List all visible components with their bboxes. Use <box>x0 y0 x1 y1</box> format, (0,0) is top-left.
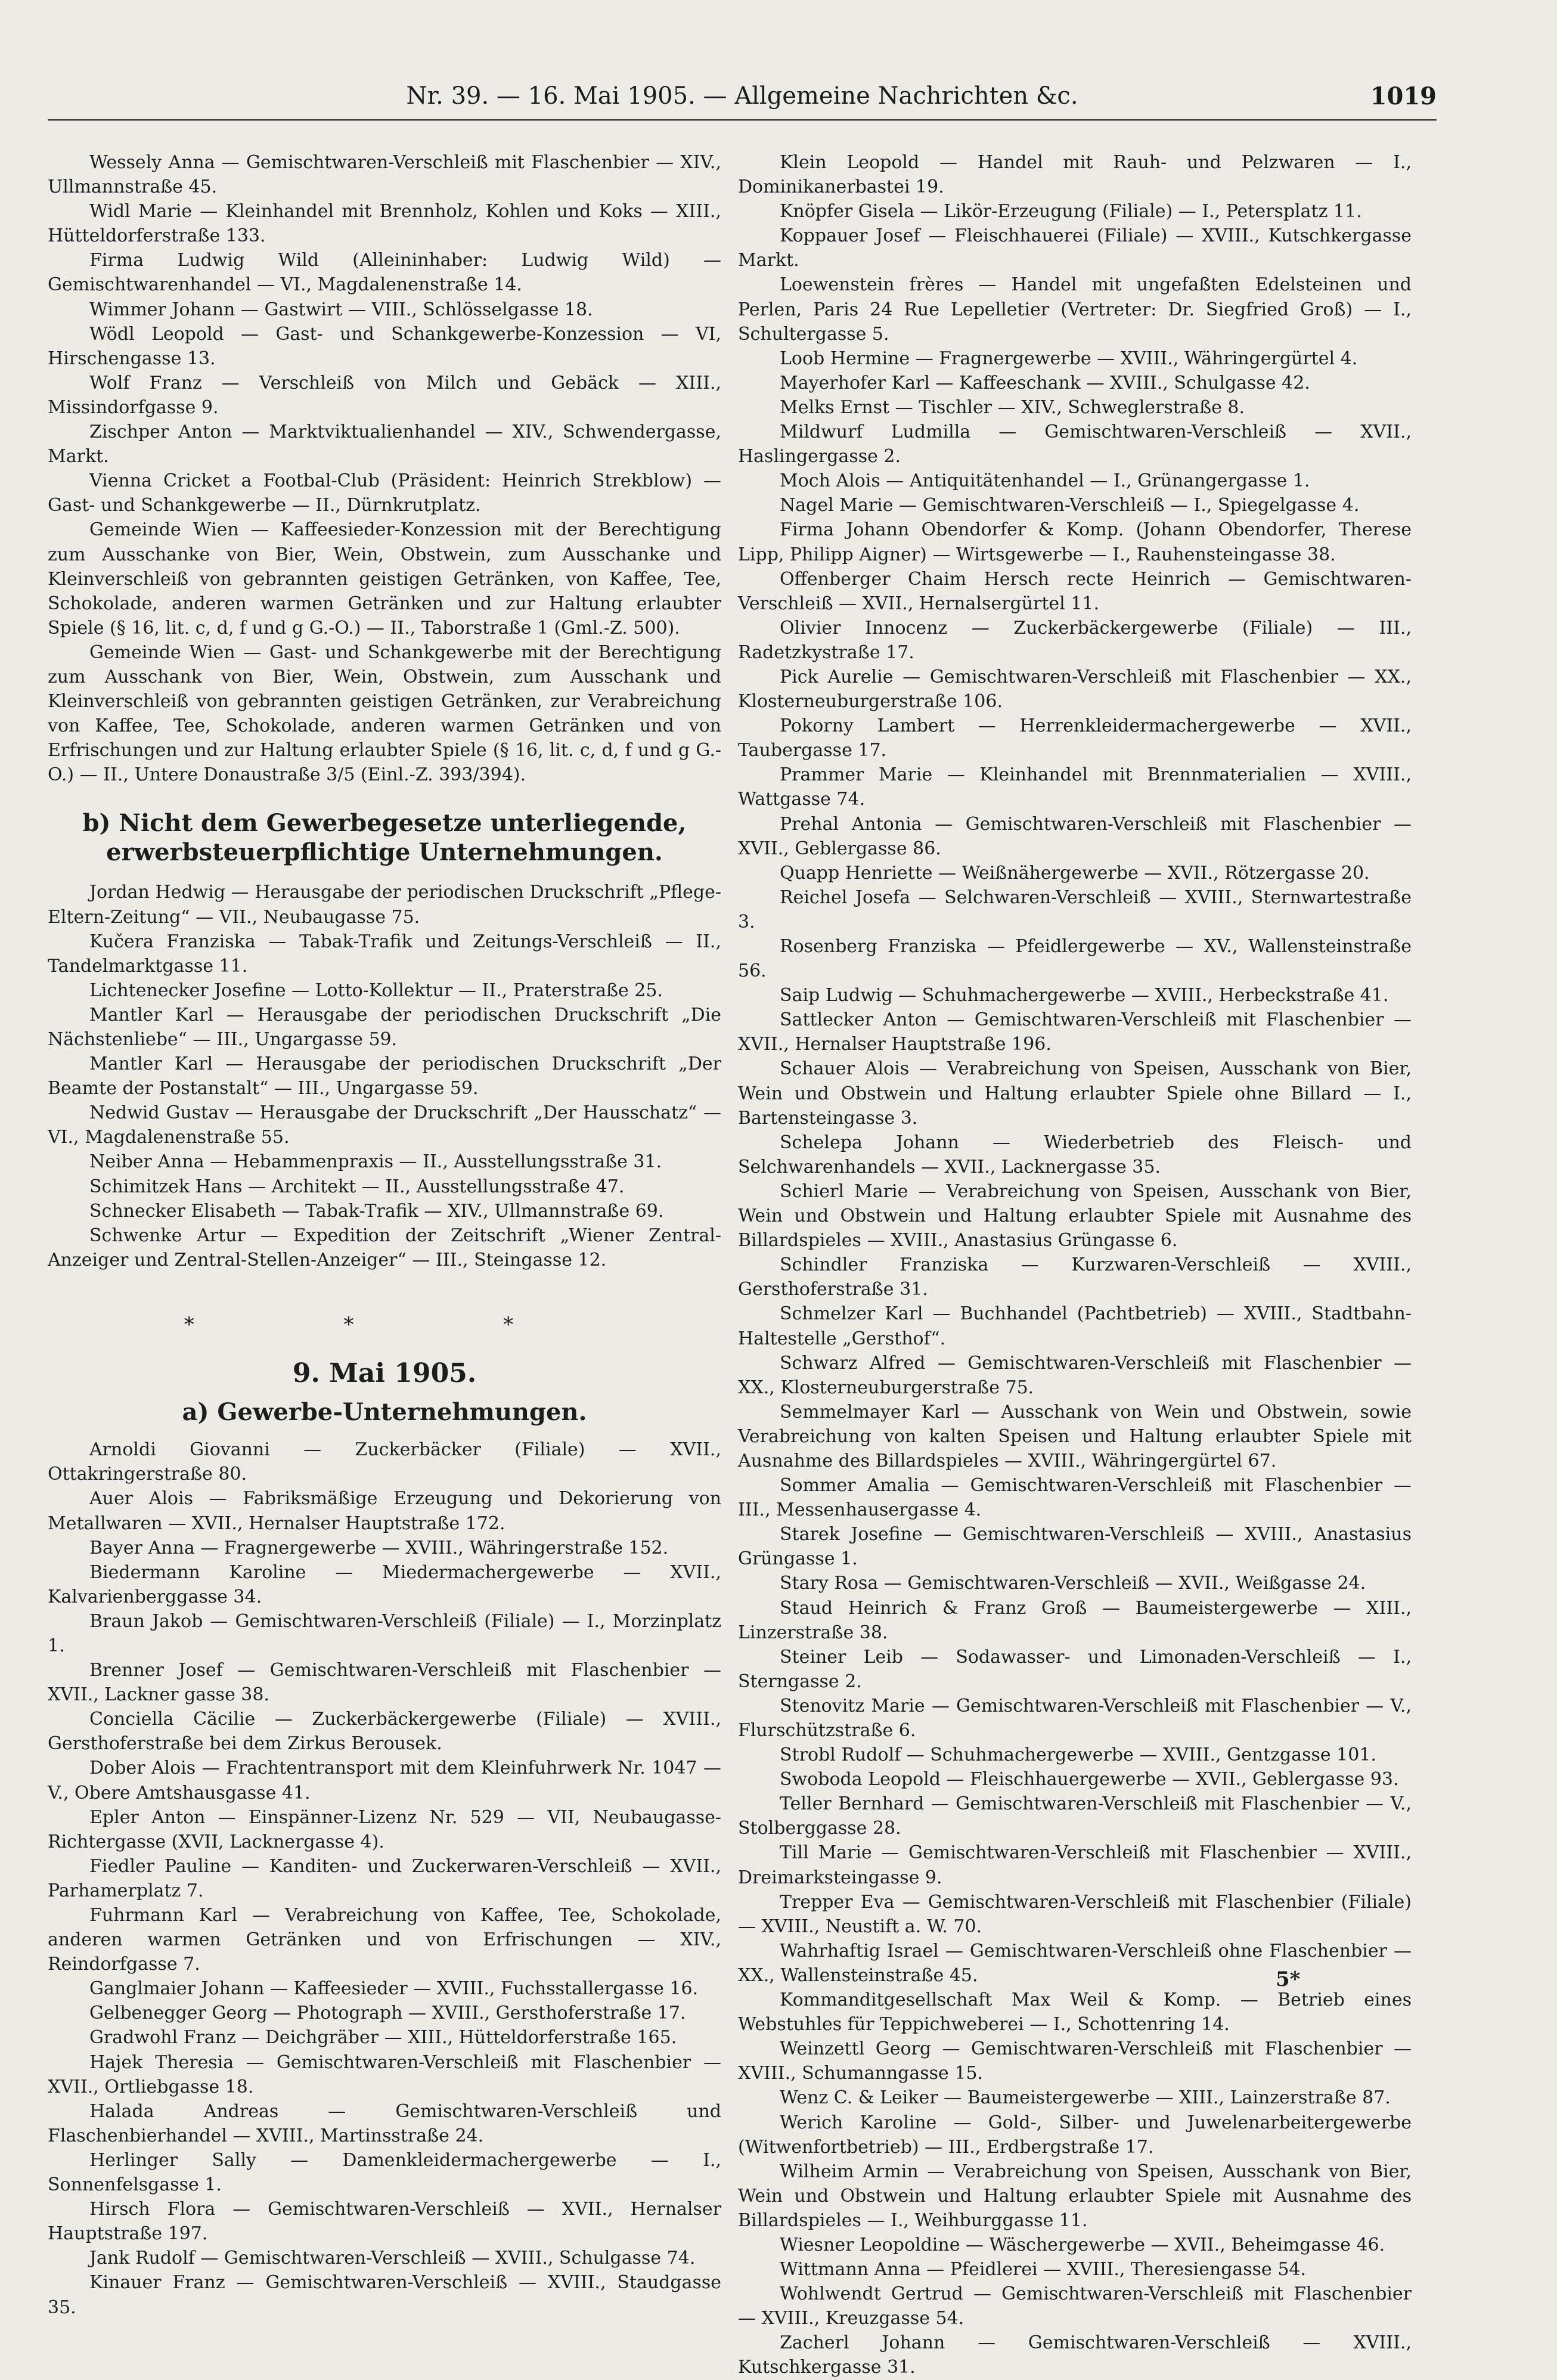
list-entry: Wenz C. & Leiker — Baumeistergewerbe — XIII., Lainzerstraße 87. <box>780 2087 1391 2109</box>
list-entry: Schwenke Artur — Expedition der Zeitschrift „Wiener Zentral-Anzeiger und Zentral-Stellen-Anzeiger“ — III., Steingasse 12. <box>48 1225 721 1270</box>
list-entry: Firma Johann Obendorfer & Komp. (Johann Obendorfer, Therese Lipp, Philipp Aigner) — Wirtsgewerbe — I., Rauhensteingasse 38. <box>738 519 1412 565</box>
list-entry: Melks Ernst — Tischler — XIV., Schweglerstraße 8. <box>780 396 1245 418</box>
list-entry: Mantler Karl — Herausgabe der periodischen Druckschrift „Der Beamte der Postanstalt“ — III., Ungargasse 59. <box>48 1053 721 1099</box>
list-entry: Semmelmayer Karl — Ausschank von Wein und Obstwein, sowie Verabreichung von kalten Speisen und Haltung erlaubter Spiele mit Ausnahme des Billardspieles — XVIII., Währingergürtel 67. <box>738 1401 1412 1471</box>
list-entry: Dober Alois — Frachtentransport mit dem Kleinfuhrwerk Nr. 1047 — V., Obere Amtshausgasse 41. <box>48 1758 721 1803</box>
list-entry: Wilheim Armin — Verabreichung von Speisen, Ausschank von Bier, Wein und Obstwein und Haltung erlaubter Spiele mit Ausnahme des Billardspieles — I., Weihburggasse 11. <box>738 2161 1412 2231</box>
list-entry: Fiedler Pauline — Kanditen- und Zuckerwaren-Verschleiß — XVII., Parhamerplatz 7. <box>48 1855 721 1901</box>
list-entry: Loob Hermine — Fragnergewerbe — XVIII., Währingergürtel 4. <box>780 348 1358 369</box>
list-entry: Nedwid Gustav — Herausgabe der Druckschrift „Der Hausschatz“ — VI., Magdalenenstraße 55. <box>48 1102 721 1148</box>
list-entry: Olivier Innocenz — Zuckerbäckergewerbe (Filiale) — III., Radetzkystraße 17. <box>738 617 1412 663</box>
list-entry: Schauer Alois — Verabreichung von Speisen, Ausschank von Bier, Wein und Obstwein und Haltung erlaubter Spiele ohne Billard — I., Bartensteingasse 3. <box>738 1058 1412 1129</box>
list-entry: Schimitzek Hans — Architekt — II., Ausstellungsstraße 47. <box>89 1176 625 1197</box>
list-entry: Staud Heinrich & Franz Groß — Baumeistergewerbe — XIII., Linzerstraße 38. <box>738 1597 1412 1643</box>
list-entry: Hajek Theresia — Gemischtwaren-Verschleiß mit Flaschenbier — XVII., Ortliebgasse 18. <box>48 2051 721 2097</box>
list-entry: Schelepa Johann — Wiederbetrieb des Fleisch- und Selchwarenhandels — XVII., Lacknergasse 35. <box>738 1132 1412 1177</box>
list-entry: Widl Marie — Kleinhandel mit Brennholz, Kohlen und Koks — XIII., Hütteldorferstraße 133. <box>48 201 721 247</box>
list-entry: Trepper Eva — Gemischtwaren-Verschleiß mit Flaschenbier (Filiale) — XVIII., Neustift a. W. 70. <box>738 1891 1412 1937</box>
list-entry: Jank Rudolf — Gemischtwaren-Verschleiß — XVIII., Schulgasse 74. <box>89 2248 696 2269</box>
list-entry: Schierl Marie — Verabreichung von Speisen, Ausschank von Bier, Wein und Obstwein und Haltung erlaubter Spiele mit Ausnahme des Billardspieles — XVIII., Anastasius Grüngasse 6. <box>738 1180 1412 1251</box>
list-entry: Kommanditgesellschaft Max Weil & Komp. — Betrieb eines Webstuhles für Teppichweberei — I., Schottenring 14. <box>738 1989 1412 2035</box>
list-entry: Gemeinde Wien — Kaffeesieder-Konzession mit der Berechtigung zum Ausschanke von Bier, Wein, Obstwein, zum Ausschanke und Kleinverschleiß von gebrannten geistigen Getränken, von Kaffee, Tee, Schokolade, anderen warmen Getränken und zur Haltung erlaubter Spiele (§ 16, lit. c, d, f und g G.-O.) — II., Taborstraße 1 (Gml.-Z. 500). <box>48 519 721 639</box>
list-entry: Schmelzer Karl — Buchhandel (Pachtbetrieb) — XVIII., Stadtbahn-Haltestelle „Gersthof“. <box>738 1303 1412 1349</box>
list-entry: Nagel Marie — Gemischtwaren-Verschleiß — I., Spiegelgasse 4. <box>780 495 1360 516</box>
list-entry: Saip Ludwig — Schuhmachergewerbe — XVIII., Herbeckstraße 41. <box>780 985 1389 1006</box>
section-heading-a: a) Gewerbe-Unternehmungen. <box>182 1398 587 1427</box>
list-entry: Schnecker Elisabeth — Tabak-Trafik — XIV., Ullmannstraße 69. <box>89 1200 664 1222</box>
list-entry: Wohlwendt Gertrud — Gemischtwaren-Verschleiß mit Flaschenbier — XVIII., Kreuzgasse 54. <box>738 2283 1412 2329</box>
list-entry: Fuhrmann Karl — Verabreichung von Kaffee, Tee, Schokolade, anderen warmen Getränken und von Erfrischungen — XIV., Reindorfgasse 7. <box>48 1905 721 1975</box>
list-entry: Epler Anton — Einspänner-Lizenz Nr. 529 — VII, Neubaugasse-Richtergasse (XVII, Lacknergasse 4). <box>48 1806 721 1852</box>
list-entry: Ganglmaier Johann — Kaffeesieder — XVIII., Fuchsstallergasse 16. <box>89 1978 699 2000</box>
list-entry: Loewenstein frères — Handel mit ungefaßten Edelsteinen und Perlen, Paris 24 Rue Lepelletier (Vertreter: Dr. Siegfried Groß) — I., Schultergasse 5. <box>738 274 1412 345</box>
list-entry: Wahrhaftig Israel — Gemischtwaren-Verschleiß ohne Flaschenbier — XX., Wallensteinstraße 45. <box>738 1940 1412 1986</box>
list-entry: Starek Josefine — Gemischtwaren-Verschleiß — XVIII., Anastasius Grüngasse 1. <box>738 1524 1412 1570</box>
list-entry: Pick Aurelie — Gemischtwaren-Verschleiß mit Flaschenbier — XX., Klosterneuburgerstraße 106. <box>738 666 1412 712</box>
list-entry: Lichtenecker Josefine — Lotto-Kollektur — II., Praterstraße 25. <box>89 980 663 1001</box>
list-entry: Wittmann Anna — Pfeidlerei — XVIII., Theresiengasse 54. <box>780 2259 1307 2280</box>
list-entry: Knöpfer Gisela — Likör-Erzeugung (Filiale) — I., Petersplatz 11. <box>780 201 1362 222</box>
list-entry: Teller Bernhard — Gemischtwaren-Verschleiß mit Flaschenbier — V., Stolberggasse 28. <box>738 1793 1412 1839</box>
section-separator: * * * <box>184 1312 585 1337</box>
list-entry: Rosenberg Franziska — Pfeidlergewerbe — XV., Wallensteinstraße 56. <box>738 936 1412 982</box>
list-entry: Moch Alois — Antiquitätenhandel — I., Grünangergasse 1. <box>780 470 1310 492</box>
list-entry: Halada Andreas — Gemischtwaren-Verschleiß und Flaschenbierhandel — XVIII., Martinsstraße 24. <box>48 2100 721 2146</box>
list-entry: Mayerhofer Karl — Kaffeeschank — XVIII., Schulgasse 42. <box>780 372 1310 393</box>
list-entry: Bayer Anna — Fragnergewerbe — XVIII., Währingerstraße 152. <box>89 1537 669 1558</box>
list-entry: Prehal Antonia — Gemischtwaren-Verschleiß mit Flaschenbier — XVII., Geblergasse 86. <box>738 813 1412 859</box>
list-entry: Zischper Anton — Marktviktualienhandel — XIV., Schwendergasse, Markt. <box>48 422 721 467</box>
list-entry: Koppauer Josef — Fleischhauerei (Filiale) — XVIII., Kutschkergasse Markt. <box>738 225 1412 271</box>
list-entry: Vienna Cricket a Footbal-Club (Präsident: Heinrich Strekblow) — Gast- und Schankgewerbe — II., Dürnkrutplatz. <box>48 470 721 516</box>
list-entry: Quapp Henriette — Weißnähergewerbe — XVII., Rötzergasse 20. <box>780 862 1370 884</box>
list-entry: Werich Karoline — Gold-, Silber- und Juwelenarbeitergewerbe (Witwenfortbetrieb) — III., Erdbergstraße 17. <box>738 2112 1412 2158</box>
list-entry: Herlinger Sally — Damenkleidermachergewerbe — I., Sonnenfelsgasse 1. <box>48 2149 721 2196</box>
section-heading-b: b) Nicht dem Gewerbegesetze unterliegende, erwerbsteuerpflichtige Unternehmungen. <box>82 809 687 867</box>
list-entry: Gemeinde Wien — Gast- und Schankgewerbe mit der Berechtigung zum Ausschank von Bier, Wein, Obstwein, zum Ausschank und Kleinverschleiß von gebrannten geistigen Getränken, zur Verabreichung von Kaffee, Tee, Schokolade, anderen warmen Getränken und von Erfrischungen und zur Haltung erlaubter Spiele (§ 16, lit. c, d, f und g G.-O.) — II., Untere Donaustraße 3/5 (Einl.-Z. 393/394). <box>48 642 721 786</box>
list-entry: Braun Jakob — Gemischtwaren-Verschleiß (Filiale) — I., Morzinplatz 1. <box>48 1610 721 1656</box>
list-entry: Offenberger Chaim Hersch recte Heinrich — Gemischtwaren-Verschleiß — XVII., Hernalsergürtel 11. <box>738 568 1412 614</box>
list-entry: Wiesner Leopoldine — Wäschergewerbe — XVII., Beheimgasse 46. <box>780 2234 1385 2255</box>
date-heading: 9. Mai 1905. <box>292 1358 477 1389</box>
list-entry: Stary Rosa — Gemischtwaren-Verschleiß — XVII., Weißgasse 24. <box>780 1573 1366 1594</box>
list-entry: Wimmer Johann — Gastwirt — VIII., Schlösselgasse 18. <box>89 299 593 320</box>
list-entry: Wödl Leopold — Gast- und Schankgewerbe-Konzession — VI, Hirschengasse 13. <box>48 323 721 369</box>
header-title: Nr. 39. — 16. Mai 1905. — Allgemeine Nachrichten &c. <box>406 82 1078 110</box>
list-entry: Auer Alois — Fabriksmäßige Erzeugung und Dekorierung von Metallwaren — XVII., Hernalser Hauptstraße 172. <box>48 1488 721 1534</box>
list-entry: Mildwurf Ludmilla — Gemischtwaren-Verschleiß — XVII., Haslingergasse 2. <box>738 422 1412 467</box>
right-column <box>738 150 1412 2380</box>
list-entry: Stenovitz Marie — Gemischtwaren-Verschleiß mit Flaschenbier — V., Flurschützstraße 6. <box>738 1695 1412 1741</box>
list-entry: Klein Leopold — Handel mit Rauh- und Pelzwaren — I., Dominikanerbastei 19. <box>738 152 1412 198</box>
list-entry: Sommer Amalia — Gemischtwaren-Verschleiß mit Flaschenbier — III., Messenhausergasse 4. <box>738 1475 1412 1521</box>
list-entry: Gelbenegger Georg — Photograph — XVIII., Gersthoferstraße 17. <box>89 2003 686 2024</box>
list-entry: Zacherl Johann — Gemischtwaren-Verschleiß — XVIII., Kutschkergasse 31. <box>738 2332 1412 2378</box>
list-entry: Gradwohl Franz — Deichgräber — XIII., Hütteldorferstraße 165. <box>89 2027 677 2049</box>
list-entry: Kučera Franziska — Tabak-Trafik und Zeitungs-Verschleiß — II., Tandelmarktgasse 11. <box>48 931 721 977</box>
header-rule <box>48 119 1437 121</box>
page-header <box>48 76 1437 118</box>
list-entry: Till Marie — Gemischtwaren-Verschleiß mit Flaschenbier — XVIII., Dreimarksteingasse 9. <box>738 1842 1412 1888</box>
list-entry: Pokorny Lambert — Herrenkleidermachergewerbe — XVII., Taubergasse 17. <box>738 715 1412 761</box>
list-entry: Prammer Marie — Kleinhandel mit Brennmaterialien — XVIII., Wattgasse 74. <box>738 764 1412 810</box>
list-entry: Arnoldi Giovanni — Zuckerbäcker (Filiale) — XVII., Ottakringerstraße 80. <box>48 1439 721 1485</box>
list-entry: Schindler Franziska — Kurzwaren-Verschleiß — XVIII., Gersthoferstraße 31. <box>738 1254 1412 1300</box>
list-entry: Mantler Karl — Herausgabe der periodischen Druckschrift „Die Nächstenliebe“ — III., Ungargasse 59. <box>48 1004 721 1050</box>
left-column <box>48 150 721 2320</box>
list-entry: Biedermann Karoline — Miedermachergewerbe — XVII., Kalvarienberggasse 34. <box>48 1561 721 1607</box>
list-entry: Steiner Leib — Sodawasser- und Limonaden-Verschleiß — I., Sterngasse 2. <box>738 1646 1412 1692</box>
list-entry: Reichel Josefa — Selchwaren-Verschleiß — XVIII., Sternwartestraße 3. <box>738 887 1412 932</box>
list-entry: Conciella Cäcilie — Zuckerbäckergewerbe (Filiale) — XVIII., Gersthoferstraße bei dem Zirkus Berousek. <box>48 1709 721 1755</box>
list-entry: Swoboda Leopold — Fleischhauergewerbe — XVII., Geblergasse 93. <box>780 1769 1399 1790</box>
list-entry: Brenner Josef — Gemischtwaren-Verschleiß mit Flaschenbier — XVII., Lackner gasse 38. <box>48 1660 721 1706</box>
list-entry: Neiber Anna — Hebammenpraxis — II., Ausstellungsstraße 31. <box>89 1151 662 1173</box>
list-entry: Jordan Hedwig — Herausgabe der periodischen Druckschrift „Pflege-Eltern-Zeitung“ — VII., Neubaugasse 75. <box>48 882 721 928</box>
list-entry: Sattlecker Anton — Gemischtwaren-Verschleiß mit Flaschenbier — XVII., Hernalser Hauptstraße 196. <box>738 1009 1412 1055</box>
page-number: 1019 <box>1370 82 1437 110</box>
list-entry: Weinzettl Georg — Gemischtwaren-Verschleiß mit Flaschenbier — XVIII., Schumanngasse 15. <box>738 2038 1412 2084</box>
list-entry: Kinauer Franz — Gemischtwaren-Verschleiß — XVIII., Staudgasse 35. <box>48 2272 721 2318</box>
list-entry: Schwarz Alfred — Gemischtwaren-Verschleiß mit Flaschenbier — XX., Klosterneuburgerstraße 75. <box>738 1352 1412 1398</box>
list-entry: Strobl Rudolf — Schuhmachergewerbe — XVIII., Gentzgasse 101. <box>780 1744 1376 1766</box>
signature-mark: 5* <box>1276 1967 1301 1991</box>
list-entry: Wolf Franz — Verschleiß von Milch und Gebäck — XIII., Missindorfgasse 9. <box>48 372 721 418</box>
list-entry: Wessely Anna — Gemischtwaren-Verschleiß mit Flaschenbier — XIV., Ullmannstraße 45. <box>48 152 721 198</box>
list-entry: Hirsch Flora — Gemischtwaren-Verschleiß — XVII., Hernalser Hauptstraße 197. <box>48 2199 721 2245</box>
list-entry: Firma Ludwig Wild (Alleininhaber: Ludwig Wild) — Gemischtwarenhandel — VI., Magdalenenstraße 14. <box>48 250 721 296</box>
